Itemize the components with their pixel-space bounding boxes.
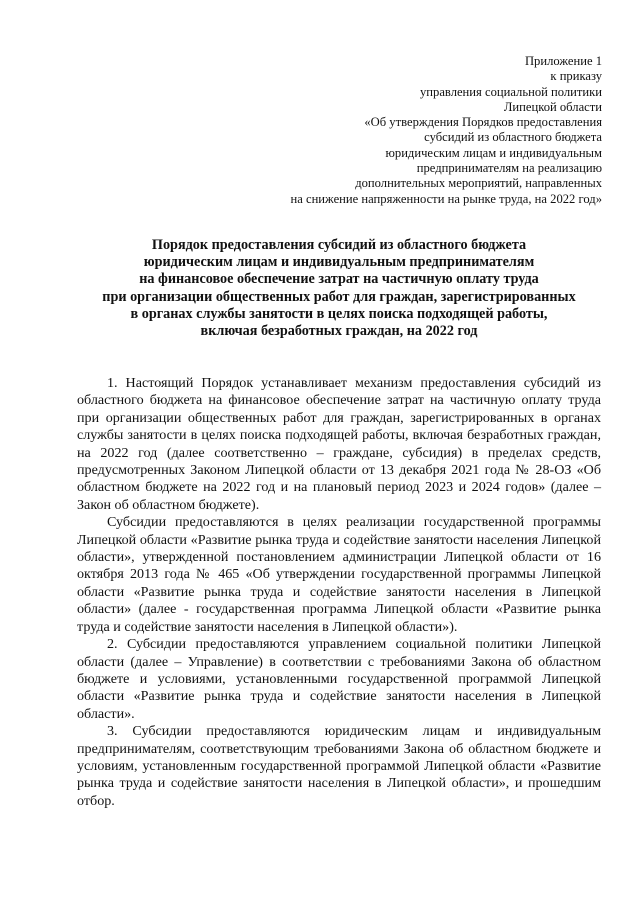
document-body [77, 375, 601, 810]
appendix-line: «Об утверждения Порядков предоставления [364, 115, 602, 130]
appendix-line: предпринимателям на реализацию [416, 161, 602, 176]
paragraph-1: 1. Настоящий Порядок устанавливает механизм предоставления субсидий из областного бюджета на финансовое обеспечение затрат на частичную оплату труда при организации общественных работ для граждан, зарегистрированных в органах службы занятости в целях поиска подходящей работы, включая безработных граждан, на 2022 год (далее соответственно – граждане, субсидия) в пределах средств, предусмотренных Законом Липецкой области от 13 декабря 2021 года № 28-ОЗ «Об областном бюджете на 2022 год и на плановый период 2023 и 2024 годов» (далее – Закон об областном бюджете). [77, 375, 601, 513]
title-line: включая безработных граждан, на 2022 год [200, 323, 478, 340]
title-line: при организации общественных работ для граждан, зарегистрированных [102, 288, 576, 305]
appendix-line: юридическим лицам и индивидуальным [385, 145, 602, 160]
title-line: юридическим лицам и индивидуальным предпринимателям [143, 254, 535, 271]
appendix-line: к приказу [550, 69, 602, 84]
appendix-header [272, 54, 602, 207]
title-line: Порядок предоставления субсидий из областного бюджета [151, 237, 527, 253]
title-line: на финансовое обеспечение затрат на частичную оплату труда [139, 271, 539, 288]
appendix-line: дополнительных мероприятий, направленных [355, 176, 602, 191]
appendix-line: управления социальной политики [419, 84, 602, 99]
paragraph-3: 3. Субсидии предоставляются юридическим лицам и индивидуальным предпринимателям, соответствующим требованиями Закона об областном бюджете и условиям, установленным государственной программой Липецкой области «Развитие рынка труда и содействие занятости населения в Липецкой области», и прошедшим отбор. [77, 723, 601, 809]
appendix-line: Приложение 1 [524, 54, 602, 68]
document-title [72, 237, 606, 340]
paragraph-2: 2. Субсидии предоставляются управлением социальной политики Липецкой области (далее – Управление) в соответствии с требованиями Закона об областном бюджете и условиями, установленными государственной программой Липецкой области «Развитие рынка труда и содействие занятости населения в Липецкой области». [77, 636, 601, 722]
title-line: в органах службы занятости в целях поиска подходящей работы, [130, 305, 548, 322]
appendix-line: субсидий из областного бюджета [424, 130, 602, 145]
appendix-line: Липецкой области [503, 99, 602, 114]
appendix-line: на снижение напряженности на рынке труда, на 2022 год» [290, 191, 602, 206]
paragraph-subsidy-purpose: Субсидии предоставляются в целях реализации государственной программы Липецкой области «Развитие рынка труда и содействие занятости населения Липецкой области», утвержденной постановлением администрации Липецкой области от 16 октября 2013 года № 465 «Об утверждении государственной программы Липецкой области «Развитие рынка труда и содействие занятости населения в Липецкой области» (далее - государственная программа Липецкой области «Развитие рынка труда и содействие занятости населения в Липецкой области»). [77, 514, 601, 635]
